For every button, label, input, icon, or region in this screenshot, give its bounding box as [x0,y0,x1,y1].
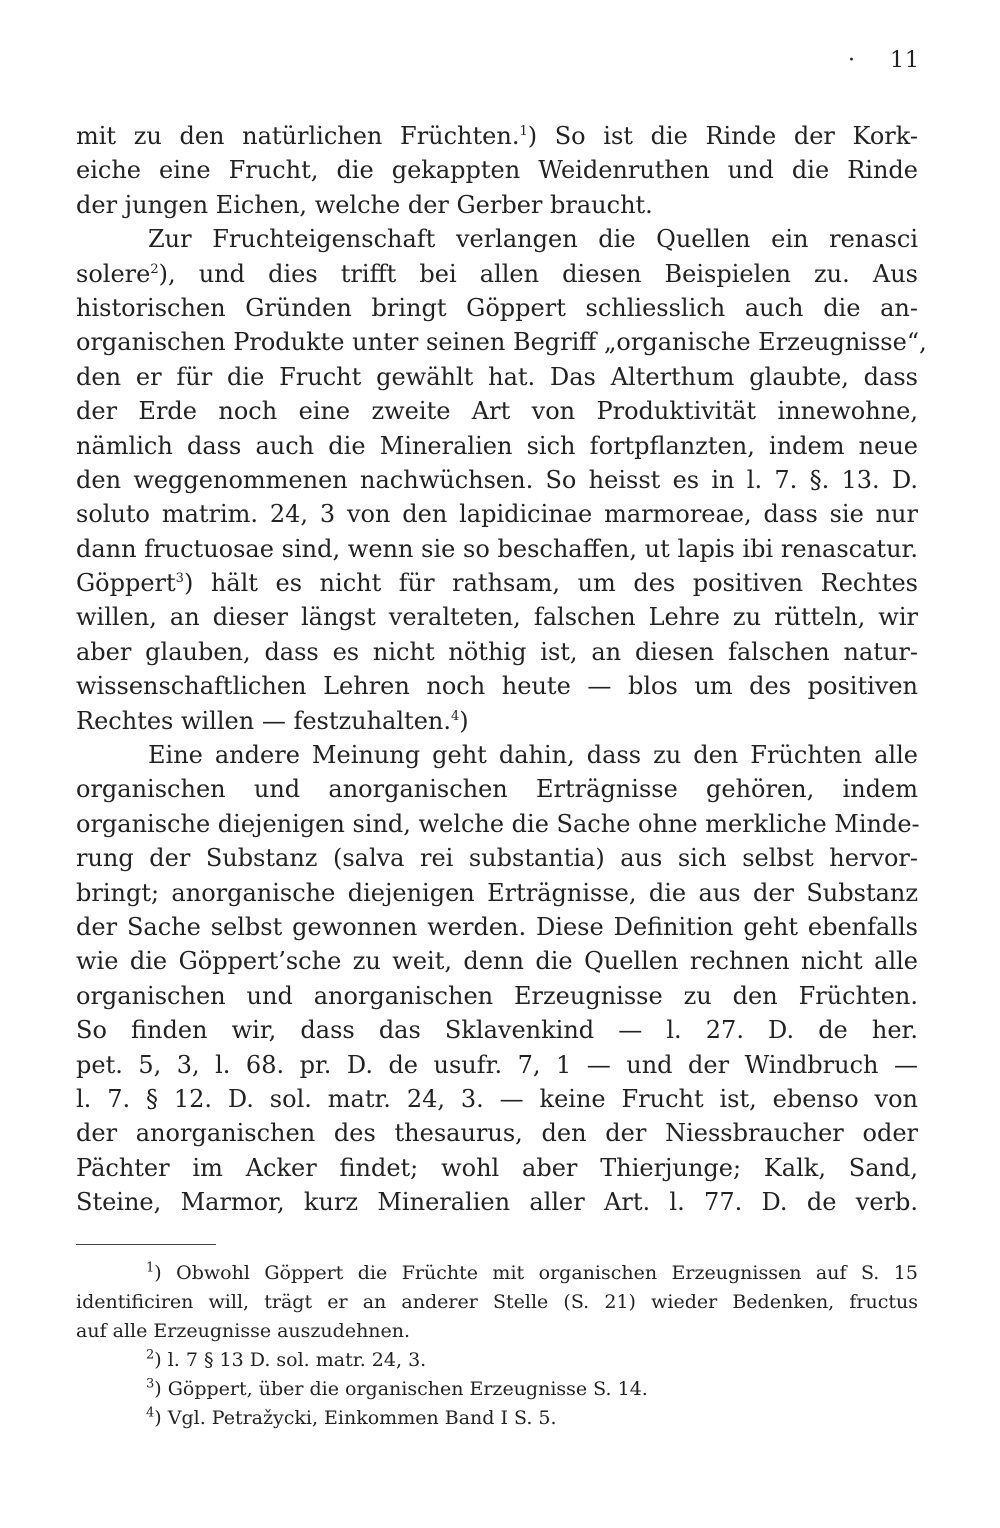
footnote-line [76,1375,918,1404]
body-text: Eine andere Meinung geht dahin, dass zu den Früchten alle [148,741,918,770]
footnote-text-continued: ) Göppert, über die organischen Erzeugnisse S. 14. [154,1378,648,1400]
body-text: Pächter im Acker findet; wohl aber Thierjunge; Kalk, Sand, [76,1153,918,1182]
body-text: dann fructuosae sind, wenn sie so beschaffen, ut lapis ibi renascatur. [76,534,918,563]
body-line [76,876,918,910]
body-line [76,807,918,841]
body-line [76,1048,918,1082]
body-line [76,222,918,256]
body-text: wissenschaftlichen Lehren noch heute — blos um des positiven [76,672,918,701]
footnote-line [76,1317,918,1346]
footnote-marker: 1 [519,124,528,139]
body-text: organischen Produkte unter seinen Begriff „organische Erzeugnisse“, [76,328,927,357]
body-line [76,1185,918,1219]
body-line [76,325,927,359]
page-number-text: 11 [890,48,920,73]
footnote-text-continued: ) Vgl. Petražycki, Einkommen Band I S. 5. [154,1407,557,1429]
footnote-line [76,1259,918,1288]
body-text: organischen und anorganischen Erträgnisse gehören, indem [76,775,918,804]
footnote-marker: 3 [175,571,184,587]
body-line [76,738,918,772]
body-text: nämlich dass auch die Mineralien sich fortpflanzten, indem neue [76,431,918,460]
body-text: pet. 5, 3, l. 68. pr. D. de usufr. 7, 1 — und der Windbruch — [76,1050,918,1079]
body-line [76,1116,918,1150]
footnote-text: auf alle Erzeugnisse auszudehnen. [76,1320,411,1342]
footnote-separator [76,1244,216,1245]
body-line [76,119,918,153]
body-line [76,1013,918,1047]
body-text: bringt; anorganische diejenigen Erträgnisse, die aus der Substanz [76,878,918,907]
body-line [76,910,918,944]
page-number: · 11 [848,48,920,73]
body-text: soluto matrim. 24, 3 von den lapidicinae marmoreae, dass sie nur [76,500,918,529]
body-text-continued: ) [459,706,469,735]
main-text [76,119,927,1220]
body-text: rung der Substanz (salva rei substantia) aus sich selbst hervor- [76,844,918,873]
body-line [76,772,918,806]
body-text: den er für die Frucht gewählt hat. Das Alterthum glaubte, dass [76,362,918,391]
body-text: Steine, Marmor, kurz Mineralien aller Art. l. 77. D. de verb. [76,1188,918,1217]
body-text: eiche eine Frucht, die gekappten Weidenruthen und die Rinde [76,156,918,185]
body-line [76,704,918,738]
body-text: solere [76,259,151,288]
body-line [76,944,918,978]
body-text: wie die Göppert’sche zu weit, denn die Quellen rechnen nicht alle [76,947,918,976]
footnote-marker: 3 [146,1376,155,1392]
footnote-line [76,1404,918,1433]
body-line [76,188,918,222]
footnote-line [76,1346,918,1375]
body-line [76,429,918,463]
body-text: Rechtes willen — festzuhalten. [76,706,451,735]
body-line [76,153,918,187]
body-line [76,979,918,1013]
body-line [76,497,918,531]
footnote-marker: 1 [146,1260,155,1276]
body-text-continued: ) So ist die Rinde der Kork- [527,122,918,150]
body-text: organische diejenigen sind, welche die Sache ohne merkliche Minde- [76,809,920,838]
body-line [76,669,918,703]
body-line [76,635,918,669]
body-text: organischen und anorganischen Erzeugnisse zu den Früchten. [76,981,918,1010]
body-line [76,360,918,394]
body-line [76,291,918,325]
body-line [76,1151,918,1185]
footnote-text: identificiren will, trägt er an anderer Stelle (S. 21) wieder Bedenken, fructus [76,1291,918,1313]
footnotes [76,1259,918,1433]
body-text: Zur Fruchteigenschaft verlangen die Quellen ein renasci [148,225,918,254]
body-line [76,1082,918,1116]
footnote-marker: 2 [146,1347,155,1363]
body-text: der Sache selbst gewonnen werden. Diese Definition geht ebenfalls [76,912,918,941]
body-text: mit zu den natürlichen Früchten. [76,122,520,150]
footnote-marker: 2 [150,261,159,277]
body-text: Göppert [76,569,176,598]
body-line [76,566,918,600]
footnote-text-continued: ) l. 7 § 13 D. sol. matr. 24, 3. [154,1349,427,1371]
body-line [76,532,918,566]
body-line [76,394,918,428]
body-text-continued: ), und dies trifft bei allen diesen Beispielen zu. Aus [158,259,918,288]
body-text: aber glauben, dass es nicht nöthig ist, an diesen falschen natur- [76,637,918,666]
body-text-continued: ) hält es nicht für rathsam, um des positiven Rechtes [183,569,918,598]
body-text: der anorganischen des thesaurus, den der Niessbraucher oder [76,1119,918,1148]
footnote-marker: 4 [450,708,460,724]
body-text: der jungen Eichen, welche der Gerber braucht. [76,190,653,219]
body-text: So finden wir, dass das Sklavenkind — l. 27. D. de her. [76,1016,918,1045]
body-text: der Erde noch eine zweite Art von Produktivität innewohne, [76,397,918,426]
body-line [76,841,918,875]
footnote-line [76,1288,918,1317]
body-text: willen, an dieser längst veralteten, falschen Lehre zu rütteln, wir [76,603,918,632]
footnote-text-continued: ) Obwohl Göppert die Früchte mit organischen Erzeugnissen auf S. 15 [154,1262,918,1284]
footnote-marker: 4 [146,1405,155,1421]
body-text: den weggenommenen nachwüchsen. So heisst es in l. 7. §. 13. D. [76,465,918,494]
body-text: l. 7. § 12. D. sol. matr. 24, 3. — keine Frucht ist, ebenso von [76,1084,918,1113]
body-line [76,463,918,497]
body-line [76,257,918,291]
body-text: historischen Gründen bringt Göppert schliesslich auch die an- [76,293,918,322]
body-line [76,600,918,634]
